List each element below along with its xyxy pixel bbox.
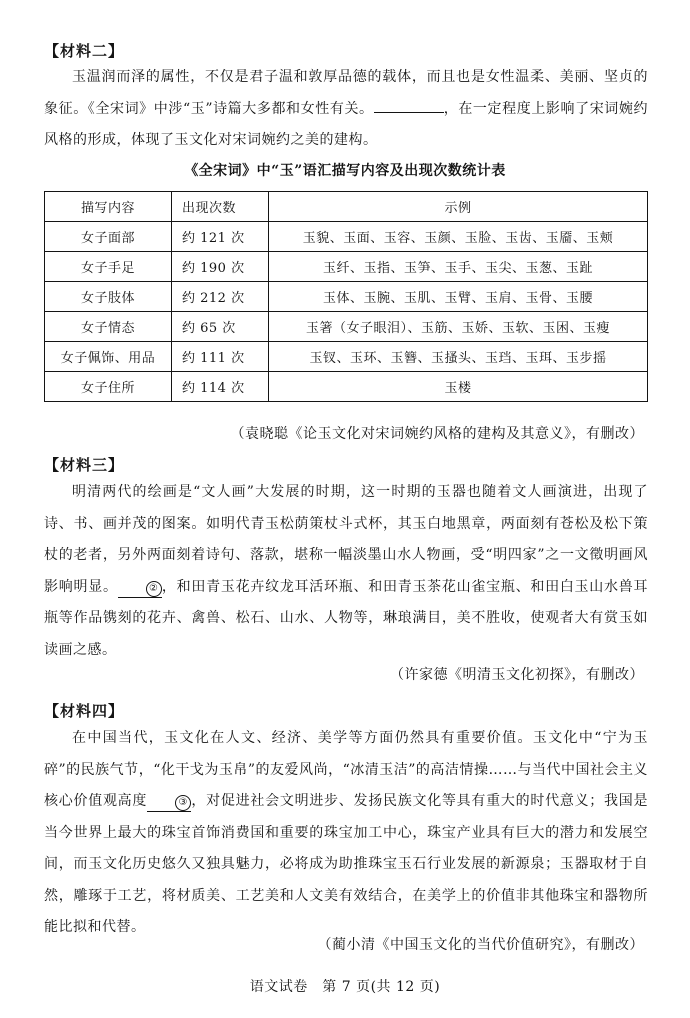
cell-count: 约 121 次 xyxy=(172,222,269,252)
material-3-heading: 【材料三】 xyxy=(44,456,125,474)
cell-content: 女子住所 xyxy=(45,372,172,402)
table-row xyxy=(45,312,648,342)
table-title: 《全宋词》中“玉”语汇描写内容及出现次数统计表 xyxy=(184,163,506,179)
fill-blank-1[interactable] xyxy=(374,96,444,113)
cell-examples: 玉楼 xyxy=(269,372,648,402)
cell-examples: 玉貌、玉面、玉容、玉颜、玉脸、玉齿、玉靥、玉颊 xyxy=(269,222,648,252)
table-header-row xyxy=(45,192,648,222)
cell-examples: 玉箸（女子眼泪）、玉筋、玉娇、玉软、玉困、玉瘦 xyxy=(269,312,648,342)
table-row xyxy=(45,252,648,282)
cell-content: 女子情态 xyxy=(45,312,172,342)
cell-count: 约 190 次 xyxy=(172,252,269,282)
cell-examples: 玉体、玉腕、玉肌、玉臂、玉肩、玉骨、玉腰 xyxy=(269,282,648,312)
table-row xyxy=(45,282,648,312)
fill-blank-3[interactable] xyxy=(147,792,191,812)
material-2-text-after: ，在一定程度上影响了宋词婉约风格的形成，体现了玉文化对宋词婉约之美的建构。 xyxy=(44,100,648,148)
cell-count: 约 212 次 xyxy=(172,282,269,312)
material-2-heading: 【材料二】 xyxy=(44,42,125,60)
blank-number-3: ③ xyxy=(175,795,191,811)
cell-content: 女子面部 xyxy=(45,222,172,252)
cell-count: 约 65 次 xyxy=(172,312,269,342)
material-2-text-before: 玉温润而泽的属性，不仅是君子温和敦厚品德的载体，而且也是女性温柔、美丽、坚贞的象征。《全宋词》中涉“玉”诗篇大多都和女性有关。 xyxy=(44,69,648,117)
material-3-source: （许家德《明清玉文化初探》，有删改） xyxy=(390,667,644,683)
material-3-text-before: 明清两代的绘画是“文人画”大发展的时期，这一时期的玉器也随着文人画演进，出现了诗、书、画并茂的图案。如明代青玉松荫策杖斗式杯，其玉白地黑章，两面刻有苍松及松下策杖的老者，另外两面刻着诗句、落款，堪称一幅淡墨山水人物画，受“明四家”之一文徵明画风影响明显。 xyxy=(44,484,648,595)
material-4-paragraph xyxy=(44,723,648,944)
material-4-source: （蔺小清《中国玉文化的当代价值研究》，有删改） xyxy=(317,937,644,953)
material-4-text-after: ，对促进社会文明进步、发扬民族文化等具有重大的时代意义；我国是当今世界上最大的珠宝首饰消费国和重要的珠宝加工中心，珠宝产业具有巨大的潜力和发展空间，而玉文化历史悠久又独具魅力，必将成为助推珠宝玉石行业发展的新源泉；玉器取材于自然，雕琢于工艺，将材质美、工艺美和人文美有效结合，在美学上的价值非其他珠宝和器物所能比拟和代替。 xyxy=(44,793,649,935)
table-row xyxy=(45,372,648,402)
cell-count: 约 111 次 xyxy=(172,342,269,372)
cell-examples: 玉纤、玉指、玉笋、玉手、玉尖、玉葱、玉趾 xyxy=(269,252,648,282)
table-row xyxy=(45,222,648,252)
page-footer: 语文试卷 第 7 页(共 12 页) xyxy=(249,979,441,995)
cell-content: 女子佩饰、用品 xyxy=(45,342,172,372)
cell-content: 女子手足 xyxy=(45,252,172,282)
material-4-text-before: 在中国当代，玉文化在人文、经济、美学等方面仍然具有重要价值。玉文化中“宁为玉碎”的民族气节，“化干戈为玉帛”的友爱风尚，“冰清玉洁”的高洁情操……与当代中国社会主义核心价值观高度 xyxy=(44,730,648,809)
fill-blank-2[interactable] xyxy=(118,578,162,598)
material-3-text-after: ，和田青玉花卉纹龙耳活环瓶、和田青玉茶花山雀宝瓶、和田白玉山水兽耳瓶等作品镌刻的花卉、禽兽、松石、山水、人物等，琳琅满目，美不胜收，使观者大有赏玉如读画之感。 xyxy=(44,578,649,658)
header-content: 描写内容 xyxy=(45,192,172,222)
blank-number-2: ② xyxy=(146,581,162,597)
material-3-paragraph xyxy=(44,477,648,666)
statistics-table xyxy=(44,191,648,402)
cell-content: 女子肢体 xyxy=(45,282,172,312)
table-row xyxy=(45,342,648,372)
cell-examples: 玉钗、玉环、玉簪、玉搔头、玉珰、玉珥、玉步摇 xyxy=(269,342,648,372)
header-count: 出现次数 xyxy=(172,192,269,222)
material-4-heading: 【材料四】 xyxy=(44,702,125,720)
material-2-paragraph xyxy=(44,62,648,157)
header-examples: 示例 xyxy=(269,192,648,222)
cell-count: 约 114 次 xyxy=(172,372,269,402)
material-2-source: （袁晓聪《论玉文化对宋词婉约风格的建构及其意义》，有删改） xyxy=(230,426,644,442)
